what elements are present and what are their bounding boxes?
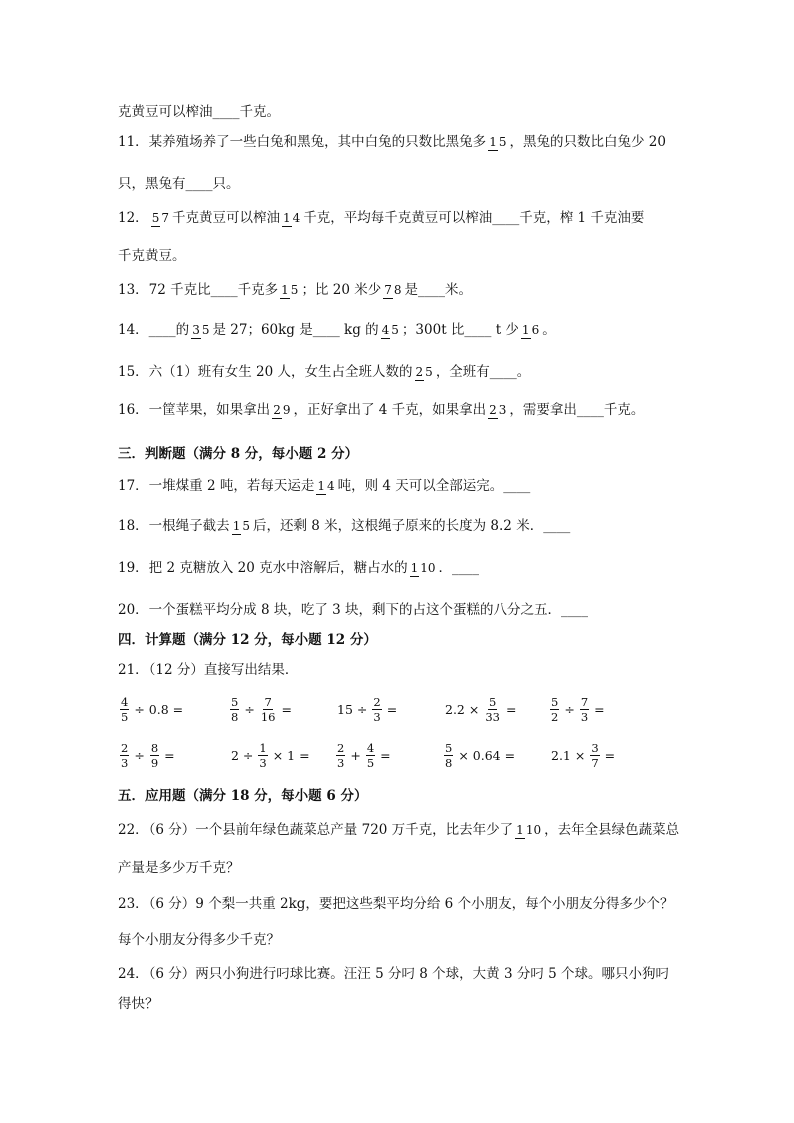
fraction	[191, 324, 210, 337]
numerator: 1	[281, 283, 289, 298]
question-23	[118, 898, 674, 912]
fraction	[488, 404, 507, 417]
text: =	[164, 748, 175, 764]
text: ÷	[134, 748, 145, 764]
fraction	[120, 696, 129, 723]
text: ；比 20 米少	[301, 282, 382, 298]
question-18	[118, 520, 570, 534]
denominator: 16	[260, 710, 276, 725]
denominator: 4	[292, 211, 301, 226]
text: 2.1 ×	[551, 748, 586, 764]
heading-text: 五．应用题（满分 18 分，每小题 6 分）	[118, 788, 368, 804]
text: 16．一筐苹果，如果拿出	[118, 402, 271, 418]
question-12	[118, 212, 644, 226]
question-21	[118, 664, 298, 678]
numerator: 5	[551, 695, 559, 709]
denominator: 7	[591, 756, 599, 771]
denominator: 3	[580, 710, 589, 725]
text: 15．六（1）班有女生 20 人，女生占全班人数的	[118, 364, 413, 380]
text: 19．把 2 克糖放入 20 克水中溶解后，糖占水的	[118, 560, 408, 576]
text: =	[380, 748, 391, 764]
section-4-heading	[118, 634, 377, 648]
denominator: 3	[337, 756, 345, 771]
text: =	[386, 702, 398, 718]
denominator: 5	[121, 710, 129, 725]
text: 是____米。	[404, 282, 472, 298]
fraction	[381, 324, 400, 337]
denominator: 5	[201, 323, 210, 338]
fraction	[580, 696, 589, 723]
denominator: 3	[373, 710, 381, 725]
numerator: 7	[264, 695, 272, 709]
text: =	[505, 702, 517, 718]
text: 吨，则 4 天可以全部运完。____	[337, 478, 531, 494]
text: 13．72 千克比____千克多	[118, 282, 279, 298]
text: =	[594, 702, 605, 718]
denominator: 5	[366, 756, 375, 771]
denominator: 8	[393, 283, 402, 298]
denominator: 8	[445, 756, 453, 771]
fraction	[336, 742, 345, 769]
text: ，全班有____。	[435, 364, 531, 380]
text: 千克黄豆可以榨油	[171, 210, 280, 226]
question-13	[118, 284, 472, 298]
denominator: 8	[231, 710, 239, 725]
calc-item	[442, 696, 519, 723]
denominator: 10	[525, 823, 542, 838]
calc-item	[548, 696, 608, 723]
calc-item	[118, 742, 178, 769]
text: 21．（12 分）直接写出结果．	[118, 662, 299, 678]
text: ；300t 比____ t 少	[401, 322, 519, 338]
fraction	[150, 742, 159, 769]
denominator: 9	[282, 403, 291, 418]
text: 得快？	[118, 996, 159, 1012]
text: 15 ÷	[337, 702, 368, 718]
numerator: 3	[591, 741, 599, 755]
text: 产量是多少万千克？	[118, 860, 240, 876]
question-24	[118, 968, 669, 982]
denominator: 33	[485, 710, 500, 725]
numerator: 1	[489, 135, 497, 150]
fraction	[316, 480, 335, 493]
text: 2.2 ×	[445, 702, 480, 718]
text: 24．（6 分）两只小狗进行叼球比赛。汪汪 5 分叼 8 个球，大黄 3 分叼 5 个球。哪只小狗叼	[118, 966, 669, 982]
denominator: 4	[327, 479, 335, 494]
text: 后，还剩 8 米，这根绳子原来的长度为 8.2 米．____	[252, 518, 571, 534]
question-19	[118, 562, 479, 576]
fraction	[484, 696, 501, 723]
text: 17．一堆煤重 2 吨，若每天运走	[118, 478, 315, 494]
question-12-line-2	[118, 250, 186, 264]
fraction	[272, 404, 291, 417]
fraction	[280, 284, 299, 297]
numerator: 5	[231, 695, 239, 709]
fraction	[444, 742, 453, 769]
text: 千克，平均每千克黄豆可以榨油____千克，榨 1 千克油要	[303, 210, 645, 226]
denominator: 5	[391, 323, 399, 338]
fraction	[550, 696, 559, 723]
numerator: 2	[273, 403, 281, 418]
question-11-line-2	[118, 178, 240, 192]
numerator: 5	[151, 211, 160, 226]
text: ，去年全县绿色蔬菜总	[544, 822, 680, 838]
text: 克黄豆可以榨油____千克。	[118, 104, 280, 120]
numerator: 2	[489, 403, 497, 418]
numerator: 4	[381, 323, 390, 338]
question-23-line-2	[118, 934, 280, 948]
fraction	[383, 284, 402, 297]
denominator: 6	[531, 323, 540, 338]
numerator: 7	[384, 283, 392, 298]
numerator: 1	[410, 561, 419, 576]
question-14	[118, 324, 556, 338]
text: 22．（6 分）一个县前年绿色蔬菜总产量 720 万千克，比去年少了	[118, 822, 514, 838]
text: 23．（6 分）9 个梨一共重 2kg，要把这些梨平均分给 6 个小朋友，每个小朋友分得多少个？	[118, 896, 674, 912]
fraction	[230, 696, 239, 723]
denominator: 2	[551, 710, 559, 725]
text: ，需要拿出____千克。	[509, 402, 645, 418]
fraction	[260, 696, 277, 723]
numerator: 2	[415, 365, 424, 380]
fraction	[232, 520, 251, 533]
numerator: 2	[337, 741, 345, 755]
fraction	[372, 696, 381, 723]
denominator: 3	[121, 756, 129, 771]
fraction	[120, 742, 129, 769]
text: +	[350, 748, 361, 764]
text: 2 ÷	[231, 748, 254, 764]
calc-item	[548, 742, 618, 769]
numerator: 1	[259, 741, 267, 755]
numerator: 1	[317, 479, 325, 494]
numerator: 2	[373, 695, 381, 709]
denominator: 10	[420, 561, 436, 576]
fraction	[415, 366, 434, 379]
numerator: 4	[366, 741, 375, 755]
fraction	[366, 742, 375, 769]
calc-item	[442, 742, 518, 769]
calc-item	[228, 696, 295, 723]
numerator: 4	[121, 695, 129, 709]
calc-item	[118, 696, 186, 723]
question-24-line-2	[118, 998, 159, 1012]
denominator: 5	[425, 365, 433, 380]
text: × 1 =	[272, 748, 310, 764]
fraction	[590, 742, 599, 769]
text: ，黑兔的只数比白兔少 20	[509, 134, 666, 150]
fraction	[282, 212, 301, 225]
denominator: 9	[150, 756, 159, 771]
fraction	[410, 562, 437, 575]
numerator: 3	[192, 323, 200, 338]
fraction	[488, 136, 507, 149]
text: 18．一根绳子截去	[118, 518, 230, 534]
question-22-line-2	[118, 862, 240, 876]
text: =	[604, 748, 616, 764]
numerator: 1	[232, 519, 241, 534]
numerator: 5	[488, 695, 497, 709]
numerator: 1	[521, 323, 530, 338]
fraction	[151, 212, 170, 225]
denominator: 5	[498, 135, 507, 150]
calc-item	[228, 742, 313, 769]
text: 。	[542, 322, 556, 338]
heading-text: 四．计算题（满分 12 分，每小题 12 分）	[118, 632, 377, 648]
question-20	[118, 604, 588, 618]
denominator: 3	[259, 756, 267, 771]
numerator: 1	[282, 211, 291, 226]
text: =	[281, 702, 292, 718]
question-17	[118, 480, 530, 494]
question-10-continuation	[118, 106, 280, 120]
text: 20．一个蛋糕平均分成 8 块，吃了 3 块，剩下的占这个蛋糕的八分之五．____	[118, 602, 589, 618]
text: 14．____的	[118, 322, 190, 338]
question-15	[118, 366, 530, 380]
numerator: 1	[516, 823, 524, 838]
text: 是 27；60kg 是____ kg 的	[212, 322, 379, 338]
fraction	[258, 742, 267, 769]
text: 每个小朋友分得多少千克？	[118, 932, 280, 948]
text: 12．	[118, 210, 149, 226]
question-11	[118, 136, 666, 150]
text: 千克黄豆。	[118, 248, 186, 264]
denominator: 5	[242, 519, 250, 534]
text: × 0.64 =	[458, 748, 516, 764]
denominator: 3	[498, 403, 507, 418]
numerator: 8	[150, 741, 159, 755]
text: ．____	[438, 560, 480, 576]
text: ÷	[244, 702, 255, 718]
text: ÷	[564, 702, 575, 718]
text: 11．某养殖场养了一些白兔和黑兔，其中白兔的只数比黑兔多	[118, 134, 487, 150]
heading-text: 三．判断题（满分 8 分，每小题 2 分）	[118, 446, 359, 462]
calc-item	[334, 742, 394, 769]
text: ，正好拿出了 4 千克，如果拿出	[293, 402, 487, 418]
question-16	[118, 404, 644, 418]
section-3-heading	[118, 448, 358, 462]
denominator: 5	[290, 283, 299, 298]
calc-item	[334, 696, 400, 723]
fraction	[515, 824, 542, 837]
numerator: 5	[445, 741, 453, 755]
numerator: 2	[121, 741, 129, 755]
text: ÷ 0.8 =	[134, 702, 184, 718]
denominator: 7	[161, 211, 169, 226]
numerator: 7	[580, 695, 589, 709]
fraction	[521, 324, 540, 337]
section-5-heading	[118, 790, 367, 804]
text: 只，黑兔有____只。	[118, 176, 240, 192]
question-22	[118, 824, 679, 838]
